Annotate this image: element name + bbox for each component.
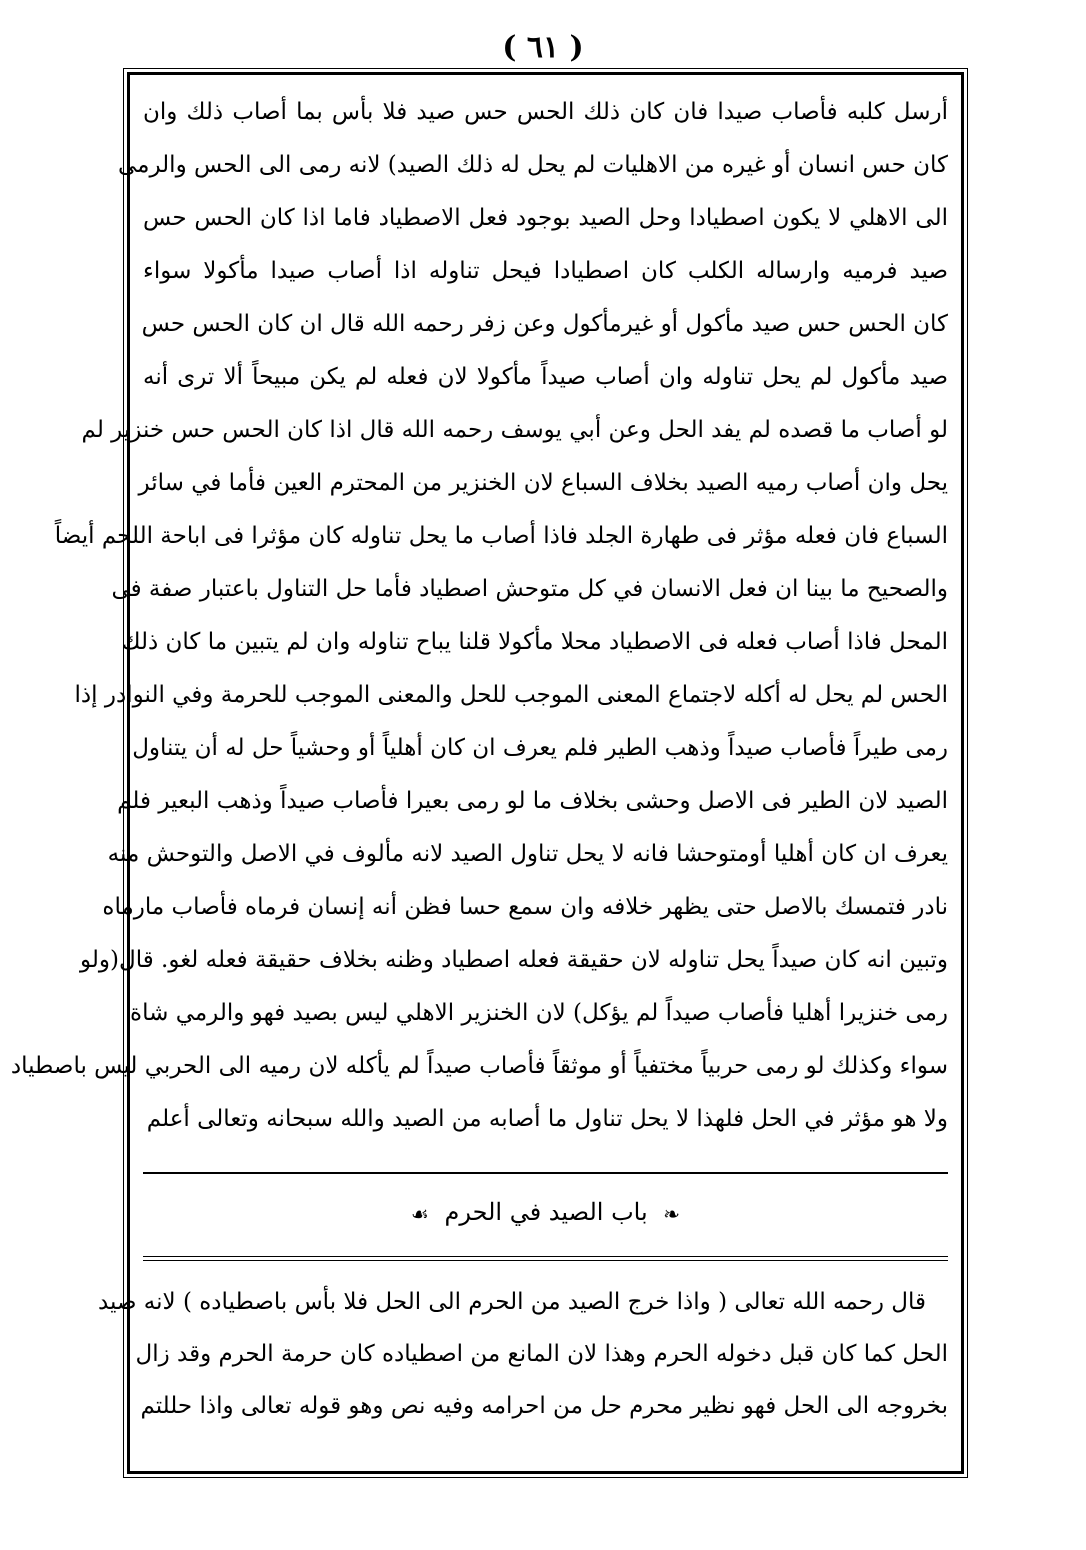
text-line: قال رحمه الله تعالى ( واذا خرج الصيد من الحرم الى الحل فلا بأس باصطياده ) لانه صيد: [97, 1289, 926, 1315]
divider-top: [143, 1172, 948, 1174]
divider-bottom: [143, 1256, 948, 1261]
section-text-block: [97, 1276, 948, 1432]
text-line: رمى خنزيرا أهليا فأصاب صيداً لم يؤكل) لان الخنزير الاهلي ليس بصيد فهو والرمي شاة: [130, 1000, 948, 1026]
text-line: نادر فتمسك بالاصل حتى يظهر خلافه وان سمع حسا فظن أنه إنسان فرماه فأصاب مارماه: [102, 894, 948, 920]
text-line: السباع فان فعله مؤثر فى طهارة الجلد فاذا أصاب ما يحل تناوله كان مؤثرا فى اباحة اللحم أيضاً: [54, 523, 948, 549]
ornament-right-icon: ❧: [663, 1201, 681, 1226]
page-number: ( ٦١ ): [502, 30, 584, 65]
text-line: الحل كما كان قبل دخوله الحرم وهذا لان المانع من اصطياده كان حرمة الحرم وقد زال: [135, 1341, 948, 1367]
text-line: صيد مأكول لم يحل تناوله وان أصاب صيداً مأكولا لان فعله لم يكن مبيحاً ألا ترى أنه: [143, 364, 948, 390]
text-line: صيد فرميه وارساله الكلب كان اصطيادا فيحل تناوله اذا أصاب صيدا مأكولا سواء: [143, 258, 948, 284]
text-line: المحل فاذا أصاب فعله فى الاصطياد محلا مأكولا قلنا يباح تناوله وان لم يتبين ما كان ذلك: [121, 629, 948, 655]
text-line: أرسل كلبه فأصاب صيدا فان كان ذلك الحس حس صيد فلا بأس بما أصاب ذلك وان: [143, 99, 948, 125]
main-text-block: [10, 86, 948, 1146]
chapter-title: باب الصيد في الحرم: [444, 1198, 648, 1226]
text-line: رمى طيراً فأصاب صيداً وذهب الطير فلم يعرف ان كان أهلياً أو وحشياً حل له أن يتناول: [132, 735, 948, 761]
text-line: سواء وكذلك لو رمى حربياً مختفياً أو موثقاً فأصاب صيداً لم يأكله لان رميه الى الحربي ليس باصطياد: [10, 1053, 948, 1079]
text-line: الى الاهلي لا يكون اصطيادا وحل الصيد بوجود فعل الاصطياد فاما اذا كان الحس حس: [143, 205, 948, 231]
text-line: الحس لم يحل له أكله لاجتماع المعنى الموجب للحل والمعنى الموجب للحرمة وفي النوادر إذا: [74, 682, 948, 708]
text-line: كان حس انسان أو غيره من الاهليات لم يحل له ذلك الصيد) لانه رمى الى الحس والرمى: [117, 152, 948, 178]
ornament-left-icon: ☙: [410, 1201, 429, 1226]
text-line: كان الحس حس صيد مأكول أو غيرمأكول وعن زفر رحمه الله قال ان كان الحس حس: [141, 311, 948, 337]
text-line: والصحيح ما بينا ان فعل الانسان في كل متوحش اصطياد فأما حل التناول باعتبار صفة فى: [111, 576, 948, 602]
text-line: وتبين انه كان صيداً يحل تناوله لان حقيقة فعله اصطياد وظنه بخلاف حقيقة فعله لغو. قال(ولو: [80, 947, 948, 973]
text-line: يحل وان أصاب رميه الصيد بخلاف السباع لان الخنزير من المحترم العين فأما في سائر: [138, 470, 948, 496]
chapter-heading: [143, 1192, 948, 1234]
text-line: لو أصاب ما قصده لم يفد الحل وعن أبي يوسف رحمه الله قال اذا كان الحس حس خنزير لم: [81, 417, 948, 443]
text-line: يعرف ان كان أهليا أومتوحشا فانه لا يحل تناول الصيد لانه مألوف في الاصل والتوحش منه: [107, 841, 948, 867]
text-line: الصيد لان الطير فى الاصل وحشى بخلاف ما لو رمى بعيرا فأصاب صيداً وذهب البعير فلم: [117, 788, 948, 814]
text-line: بخروجه الى الحل فهو نظير محرم حل من احرامه وفيه نص وهو قوله تعالى واذا حللتم: [140, 1393, 948, 1419]
text-line: ولا هو مؤثر في الحل فلهذا لا يحل تناول ما أصابه من الصيد والله سبحانه وتعالى أعلم: [146, 1106, 948, 1132]
